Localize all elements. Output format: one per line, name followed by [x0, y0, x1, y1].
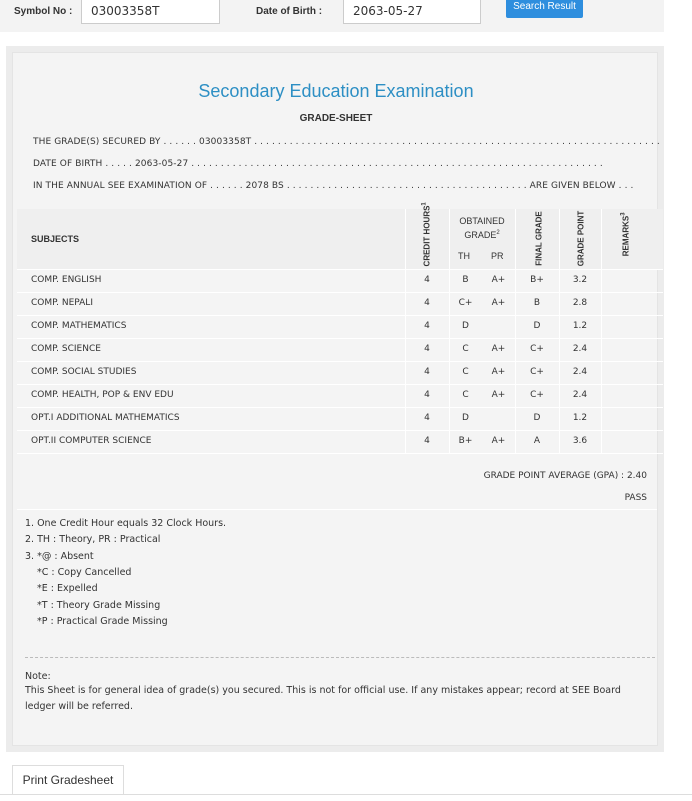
obtained-grade-text: OBTAINED GRADE — [459, 216, 505, 240]
gpa-summary: GRADE POINT AVERAGE (GPA) : 2.40 — [483, 471, 647, 481]
subject-cell: COMP. HEALTH, POP & ENV EDU — [31, 390, 174, 400]
final-grade-cell: C+ — [530, 367, 544, 377]
exam-year-line — [33, 181, 633, 191]
note-2: 2. TH : Theory, PR : Practical — [25, 534, 161, 545]
final-grade-cell: D — [533, 413, 541, 423]
note-1: 1. One Credit Hour equals 32 Clock Hours. — [25, 518, 227, 529]
remarks-text: REMARKS — [621, 215, 631, 257]
th-cell: C — [462, 390, 469, 400]
grade-point-cell: 3.6 — [572, 436, 588, 446]
exam-year-dots: . . . . . . . . . . . . . . . . . . . . . . . . . . . . . . . . . . . . . . . . . — [286, 181, 527, 191]
print-gradesheet-button[interactable]: Print Gradesheet — [12, 765, 124, 795]
pr-cell: A+ — [491, 344, 506, 354]
credit-cell: 4 — [424, 298, 430, 308]
grade-point-cell: 2.4 — [572, 367, 588, 377]
grade-point-cell: 2.4 — [572, 390, 588, 400]
th-cell: C — [462, 367, 469, 377]
row-divider — [17, 269, 663, 270]
dob-line-dots: . . . . . . . . . . . . . . . . . . . . . . . . . . . . . . . . . . . . . . . . . . . . . . . . . . . . . . . . . . . . . . . . . . . . . . — [191, 159, 603, 169]
gradesheet-panel — [12, 52, 658, 746]
credit-cell: 4 — [424, 344, 430, 354]
search-bar — [0, 0, 664, 32]
grade-point-cell: 2.4 — [572, 344, 588, 354]
credit-cell: 4 — [424, 436, 430, 446]
th-cell: C — [462, 344, 469, 354]
remarks-header — [620, 206, 631, 262]
secured-by-prefix: THE GRADE(S) SECURED BY . . . . . . — [33, 137, 197, 147]
subjects-header: SUBJECTS — [31, 234, 80, 244]
disclaimer-text: This Sheet is for general idea of grade(s) you secured. This is not for official use. If any mistakes appear; record at SEE Board ledger will be referred. — [25, 685, 621, 712]
gradesheet-container — [6, 46, 664, 752]
final-grade-cell: D — [533, 321, 541, 331]
row-divider — [17, 315, 663, 316]
row-divider — [17, 292, 663, 293]
th-cell: B+ — [458, 436, 473, 446]
dashed-divider — [25, 657, 655, 658]
subject-cell: COMP. SCIENCE — [31, 344, 101, 354]
credit-cell: 4 — [424, 390, 430, 400]
credit-cell: 4 — [424, 413, 430, 423]
credit-cell: 4 — [424, 321, 430, 331]
result-status: PASS — [624, 493, 647, 503]
row-divider — [17, 430, 663, 431]
final-grade-cell: B — [533, 298, 541, 308]
credit-hours-sup: 1 — [421, 202, 428, 206]
row-divider — [17, 384, 663, 385]
subject-cell: OPT.I ADDITIONAL MATHEMATICS — [31, 413, 180, 423]
subject-cell: COMP. ENGLISH — [31, 275, 102, 285]
grade-table-header — [17, 209, 663, 269]
dob-line-prefix: DATE OF BIRTH . . . . . — [33, 159, 132, 169]
grade-point-header: GRADE POINT — [576, 210, 586, 267]
grade-point-cell: 2.8 — [572, 298, 588, 308]
remarks-sup: 3 — [620, 212, 627, 216]
symbol-label: Symbol No : — [14, 6, 73, 17]
search-result-button[interactable]: Search Result — [506, 0, 583, 18]
row-divider — [17, 361, 663, 362]
dob-line-value: 2063-05-27 — [134, 159, 189, 169]
subject-cell: COMP. NEPALI — [31, 298, 93, 308]
final-grade-cell: C+ — [530, 344, 544, 354]
subject-cell: COMP. MATHEMATICS — [31, 321, 127, 331]
subject-cell: OPT.II COMPUTER SCIENCE — [31, 436, 152, 446]
credit-hours-text: CREDIT HOURS — [422, 205, 432, 267]
obtained-grade-header — [449, 215, 515, 241]
symbol-input[interactable]: 03003358T — [81, 0, 220, 24]
pr-cell: A+ — [491, 275, 506, 285]
pr-header: PR — [491, 251, 504, 261]
row-divider — [17, 453, 663, 454]
grade-point-cell: 3.2 — [572, 275, 588, 285]
exam-year-suffix: ARE GIVEN BELOW . . . — [529, 181, 634, 191]
note-7: *P : Practical Grade Missing — [37, 616, 168, 627]
pr-cell: A+ — [491, 390, 506, 400]
col-divider — [601, 209, 602, 454]
gradesheet-heading: GRADE-SHEET — [299, 113, 373, 124]
note-5: *E : Expelled — [37, 583, 98, 594]
note-6: *T : Theory Grade Missing — [37, 600, 161, 611]
note-4: *C : Copy Cancelled — [37, 567, 132, 578]
final-grade-header: FINAL GRADE — [534, 211, 544, 266]
final-grade-cell: A — [533, 436, 541, 446]
exam-year-value: 2078 BS — [245, 181, 284, 191]
dob-line — [33, 159, 603, 169]
credit-hours-header — [421, 197, 432, 271]
subject-cell: COMP. SOCIAL STUDIES — [31, 367, 137, 377]
secured-by-value: 03003358T — [199, 137, 252, 147]
secured-by-line — [33, 137, 660, 147]
exam-title: Secondary Education Examination — [198, 81, 474, 101]
note-heading: Note: — [25, 671, 51, 682]
obtained-grade-sup: 2 — [496, 230, 500, 236]
grade-point-cell: 1.2 — [572, 413, 588, 423]
pr-cell: A+ — [491, 367, 506, 377]
credit-cell: 4 — [424, 275, 430, 285]
dob-label: Date of Birth : — [256, 6, 323, 17]
bottom-rule — [0, 794, 692, 795]
th-cell: D — [462, 413, 469, 423]
pr-cell: A+ — [491, 298, 506, 308]
th-cell: D — [462, 321, 469, 331]
th-header: TH — [458, 251, 470, 261]
grade-point-cell: 1.2 — [572, 321, 588, 331]
note-3: 3. *@ : Absent — [25, 551, 94, 562]
row-divider — [17, 407, 663, 408]
row-divider — [17, 338, 663, 339]
dob-input[interactable]: 2063-05-27 — [343, 0, 481, 24]
final-grade-cell: B+ — [530, 275, 544, 285]
th-cell: C+ — [458, 298, 473, 308]
credit-cell: 4 — [424, 367, 430, 377]
secured-by-dots: . . . . . . . . . . . . . . . . . . . . . . . . . . . . . . . . . . . . . . . . . . . . . . . . . . . . . . . . . . . . . . . . . . . . . — [254, 137, 660, 147]
pr-cell: A+ — [491, 436, 506, 446]
section-divider — [17, 509, 657, 510]
exam-year-prefix: IN THE ANNUAL SEE EXAMINATION OF . . . . . . — [33, 181, 243, 191]
final-grade-cell: C+ — [530, 390, 544, 400]
th-cell: B — [462, 275, 469, 285]
